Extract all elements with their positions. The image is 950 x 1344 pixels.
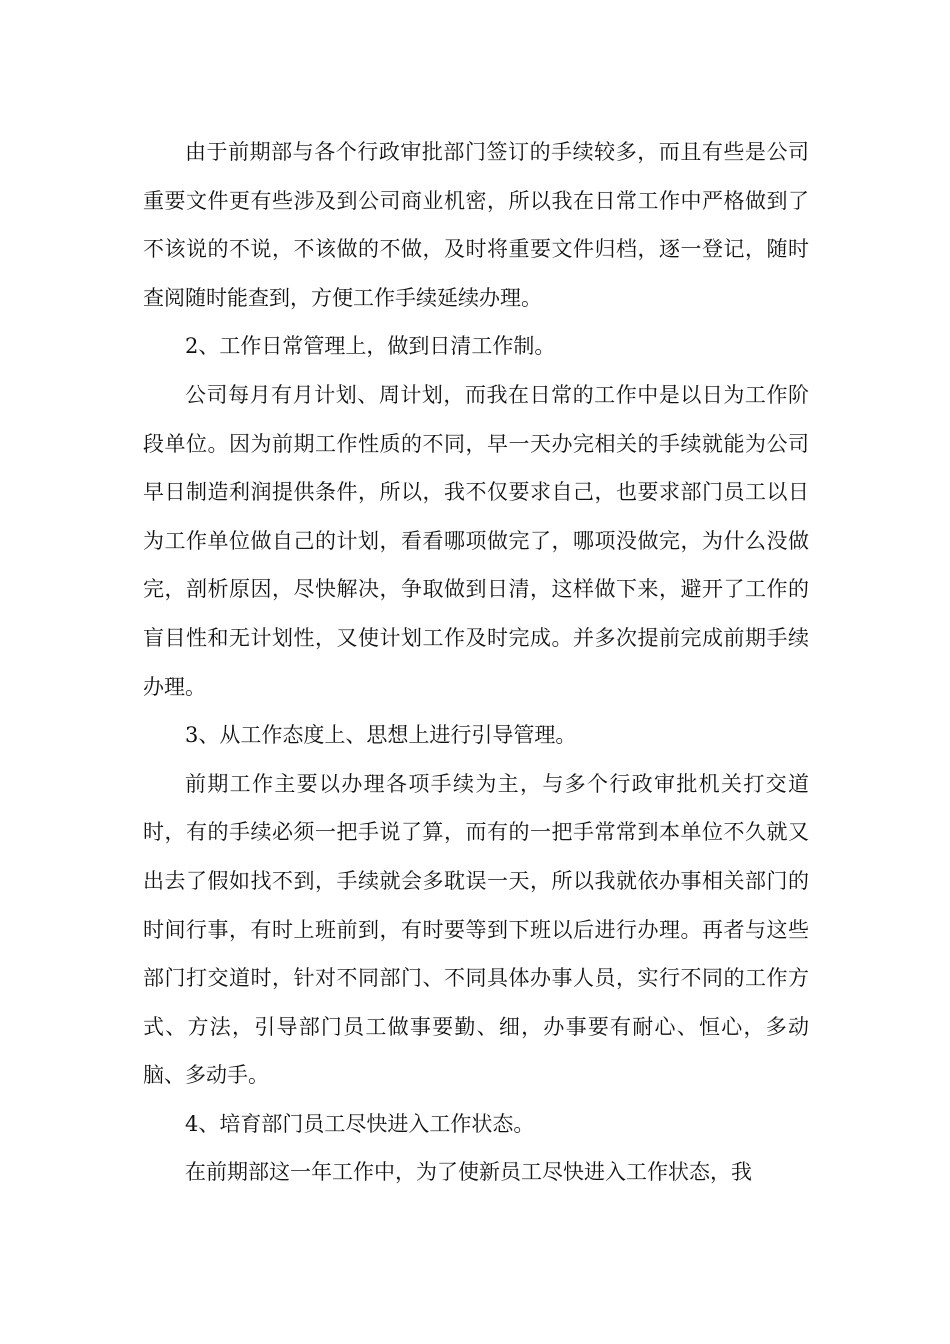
section-heading-staff-training: 4、培育部门员工尽快进入工作状态。: [185, 1111, 535, 1136]
document-body: [143, 128, 809, 1197]
paragraph-daily-plan: 公司每月有月计划、周计划，而我在日常的工作中是以日为工作阶段单位。因为前期工作性质的不同，早一天办完相关的手续就能为公司早日制造利润提供条件，所以，我不仅要求自己，也要求部门员工以日为工作单位做自己的计划，看看哪项做完了，哪项没做完，为什么没做完，剖析原因，尽快解决，争取做到日清，这样做下来，避开了工作的盲目性和无计划性，又使计划工作及时完成。并多次提前完成前期手续办理。: [143, 382, 809, 699]
paragraph-procedures: 前期工作主要以办理各项手续为主，与多个行政审批机关打交道时，有的手续必须一把手说了算，而有的一把手常常到本单位不久就又出去了假如找不到，手续就会多耽误一天，所以我就依办事相关部门的时间行事，有时上班前到，有时要等到下班以后进行办理。再者与这些部门打交道时，针对不同部门、不同具体办事人员，实行不同的工作方式、方法，引导部门员工做事要勤、细，办事要有耐心、恒心，多动脑、多动手。: [143, 771, 809, 1088]
paragraph-new-staff: 在前期部这一年工作中，为了使新员工尽快进入工作状态，我: [185, 1160, 752, 1185]
paragraph-confidentiality: 由于前期部与各个行政审批部门签订的手续较多，而且有些是公司重要文件更有些涉及到公司商业机密，所以我在日常工作中严格做到了不该说的不说，不该做的不做，及时将重要文件归档，逐一登记，随时查阅随时能查到，方便工作手续延续办理。: [143, 140, 809, 310]
section-heading-attitude-guidance: 3、从工作态度上、思想上进行引导管理。: [185, 723, 577, 748]
section-heading-daily-management: 2、工作日常管理上，做到日清工作制。: [185, 334, 556, 359]
